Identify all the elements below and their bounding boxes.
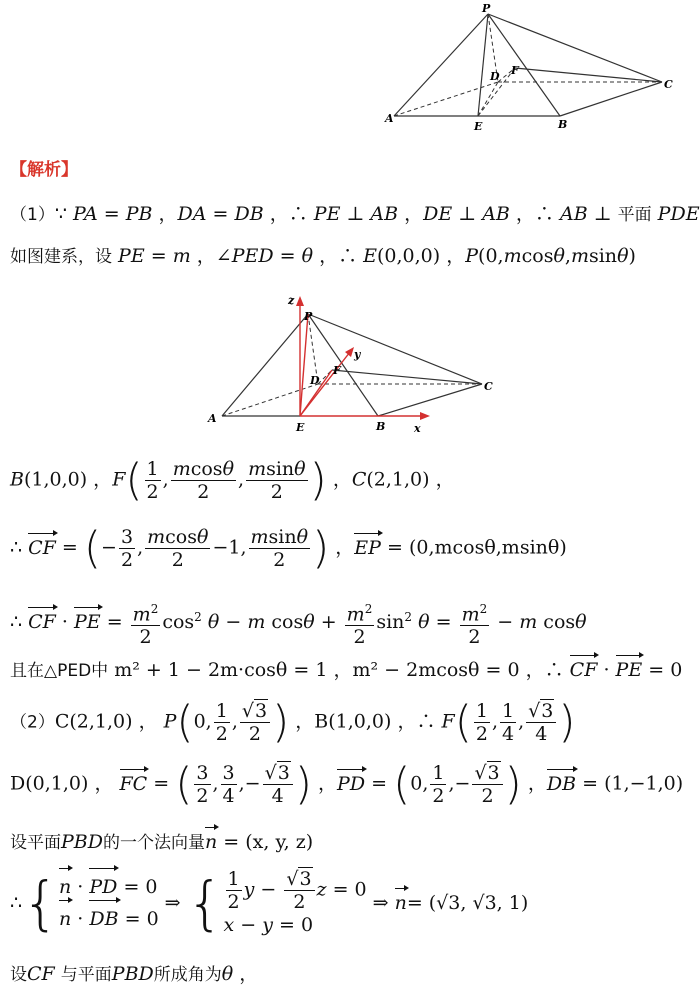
fig2-label-x: x xyxy=(414,422,421,435)
fig1-label-C: C xyxy=(664,78,673,91)
coord-B: (1,0,0) xyxy=(23,468,88,491)
vectors-fc-pd-db-line: D(0,1,0) ， FC = ( $\frac{3}{2}$ , $\frac{3}{4}$ ,− $\frac{√3}{4}$ ) ，PD = (0, $\frac{1}{2}$ ,− $\frac{√3}{2}$ ) ，DB = (1,−1,0) xyxy=(10,758,684,810)
fig2-label-z: z xyxy=(288,294,295,307)
fig2-label-C: C xyxy=(484,380,493,393)
fig1-label-A: A xyxy=(385,112,394,125)
system-line: ∴ { n · PD = 0 n · DB = 0 ⇒ { $\frac{1}{2}$ y − $\frac{√3}{2}$ z = 0 x − y = 0 ⇒ n = (√3, √3, 1) xyxy=(10,868,529,937)
coordinate-figure-2 xyxy=(200,292,510,440)
fig1-label-P: P xyxy=(482,2,491,15)
fig1-label-B: B xyxy=(558,118,568,131)
fig1-label-D: D xyxy=(490,70,500,83)
fig2-label-A: A xyxy=(208,412,217,425)
fig1-label-F: F xyxy=(511,64,519,77)
fig2-label-B: B xyxy=(376,420,386,433)
pyramid-figure-1 xyxy=(380,0,680,132)
fig2-label-D: D xyxy=(310,374,320,387)
vector-cf-ep-line: ∴ CF = (− $\frac{3}{2}$ , $\frac{mcos\theta}{2}$ −1, $\frac{msin\theta}{2}$ ) ，EP = (0,mcosθ,msinθ) xyxy=(10,522,567,574)
step2-line: （2）C(2,1,0) ， P(0, $\frac{1}{2}$ , $\frac{√3}{2}$ ) ，B(1,0,0) ，∴ F( $\frac{1}{2}$ , $\frac{1}{4}$ , $\frac{√3}{4}$ ) xyxy=(10,696,576,748)
coords-line: B(1,0,0) ，F( $\frac{1}{2}$ , $\frac{mcos\theta}{2}$ , $\frac{msin\theta}{2}$ ) ，C(2,1,0) ， xyxy=(10,454,455,506)
fig2-label-P: P xyxy=(304,310,313,323)
dot-product-line: ∴ CF · PE = $\frac{m^2}{2}$ $\cos^2 \theta - m$ cosθ + $\frac{m^2}{2}$ $\sin^2 \theta$ = $\frac{m^2}{2}$ − m cosθ xyxy=(10,598,587,648)
step1-line2: 如图建系，设 PE = m ，∠PED = θ ，∴ E(0,0,0) ，P(0,mcosθ,msinθ) xyxy=(10,245,636,267)
normal-vector-line: 设平面PBD的一个法向量n = (x, y, z) xyxy=(10,831,314,853)
fig2-label-F: F xyxy=(333,364,341,377)
step1-line1: （1）∵ PA = PB ，DA = DB ，∴ PE ⊥ AB ，DE ⊥ AB ，∴ AB ⊥ 平面 PDE xyxy=(10,203,700,225)
triangle-line: 且在△PED中 m² + 1 − 2m·cosθ = 1 ，m² − 2mcosθ = 0 ，∴ CF · PE = 0 xyxy=(10,659,683,681)
fig1-label-E: E xyxy=(474,120,483,133)
fig2-label-y: y xyxy=(354,348,361,361)
fig2-label-E: E xyxy=(296,421,305,434)
angle-line: 设CF 与平面PBD所成角为θ ， xyxy=(10,963,259,985)
solution-heading: 【解析】 xyxy=(10,160,78,180)
